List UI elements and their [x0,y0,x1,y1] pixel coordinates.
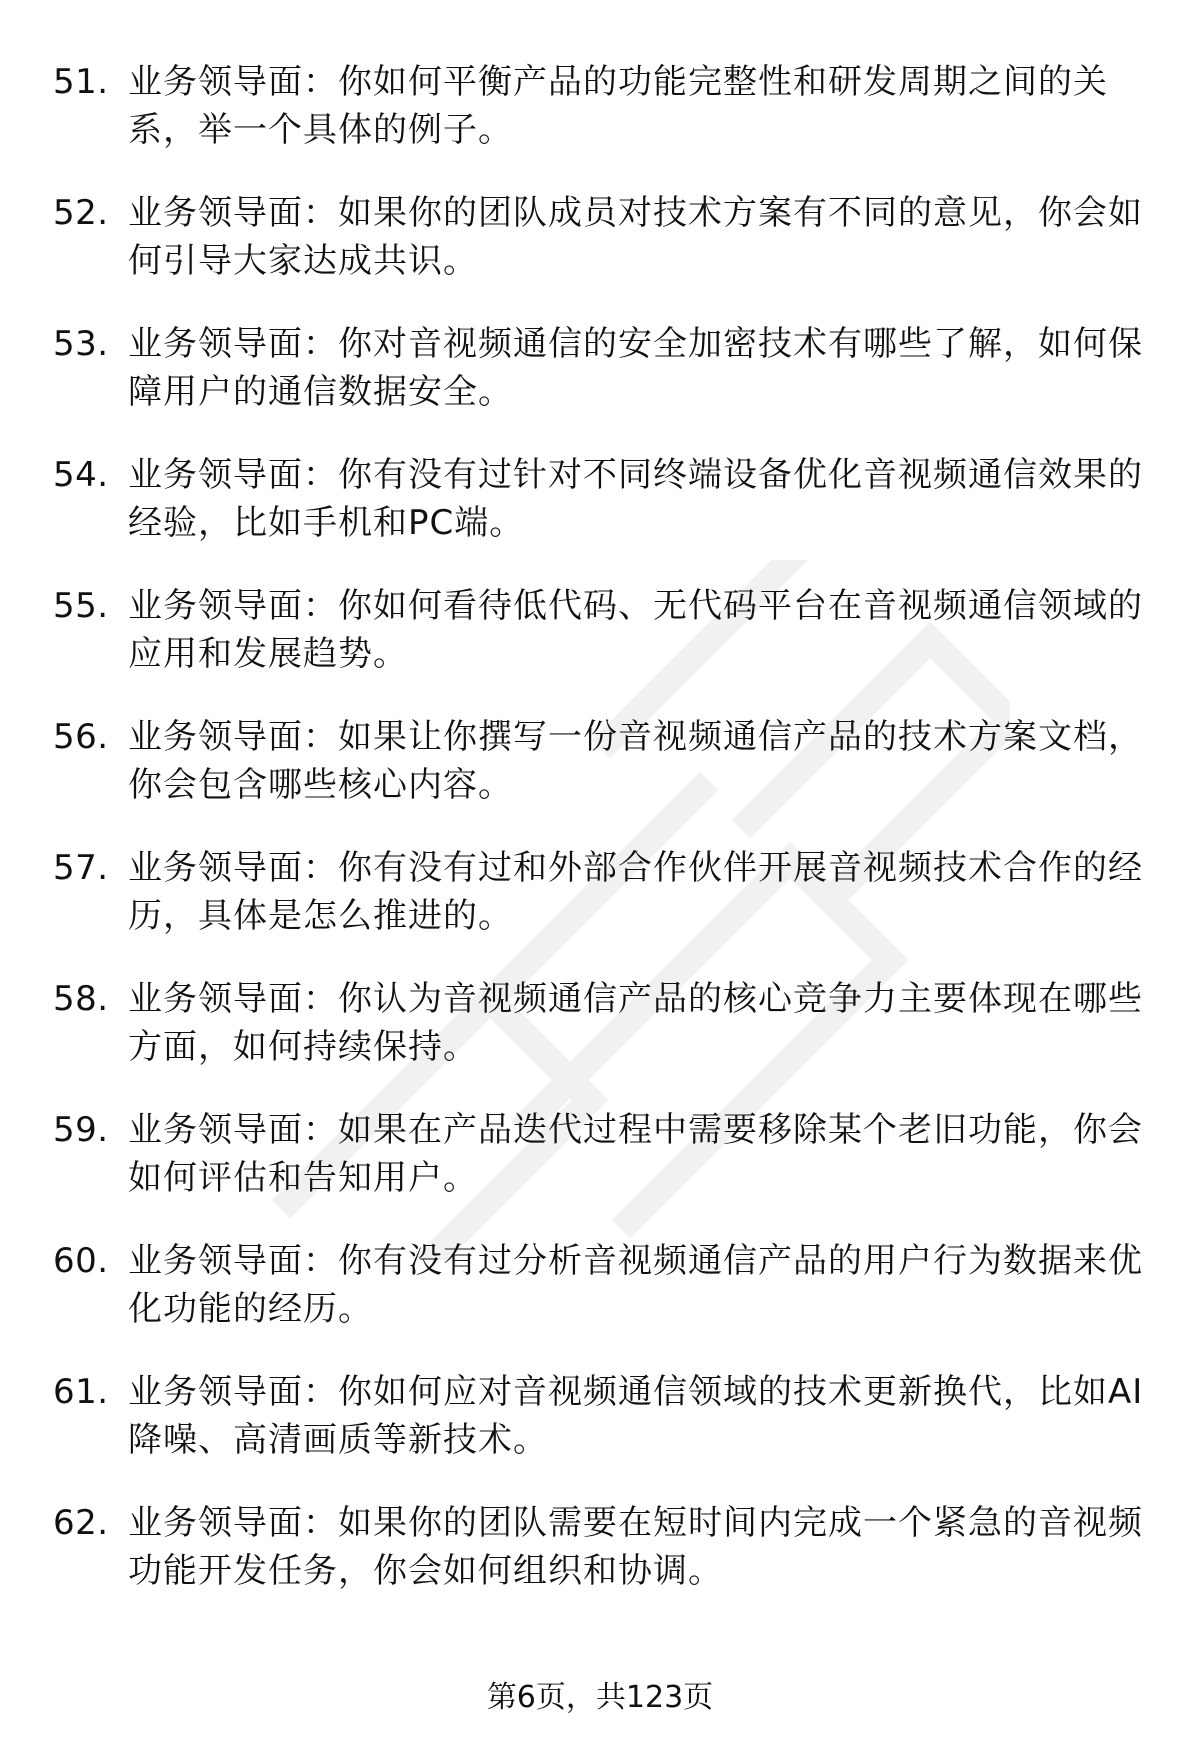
question-text: 业务领导面：你有没有过分析音视频通信产品的用户行为数据来优化功能的经历。 [128,1241,1143,1329]
list-item [0,189,1200,320]
question-text: 业务领导面：如果在产品迭代过程中需要移除某个老旧功能，你会如何评估和告知用户。 [128,1110,1143,1198]
question-number: 56. [53,717,109,757]
question-number: 51. [53,62,109,102]
list-item [0,451,1200,582]
question-text: 业务领导面：你如何看待低代码、无代码平台在音视频通信领域的应用和发展趋势。 [128,586,1143,674]
question-number: 52. [53,193,109,233]
list-item [0,844,1200,975]
question-number: 58. [53,979,109,1019]
list-item [0,713,1200,844]
question-text: 业务领导面：你对音视频通信的安全加密技术有哪些了解，如何保障用户的通信数据安全。 [128,324,1143,412]
question-number: 57. [53,848,109,888]
list-item [0,975,1200,1106]
question-list [0,58,1200,1630]
question-text: 业务领导面：如果你的团队需要在短时间内完成一个紧急的音视频功能开发任务，你会如何组织和协调。 [128,1503,1143,1591]
list-item [0,58,1200,189]
question-number: 54. [53,455,109,495]
question-number: 62. [53,1503,109,1543]
list-item [0,1368,1200,1499]
list-item [0,582,1200,713]
question-text: 业务领导面：你有没有过和外部合作伙伴开展音视频技术合作的经历，具体是怎么推进的。 [128,848,1143,936]
question-number: 59. [53,1110,109,1150]
list-item [0,1106,1200,1237]
question-text: 业务领导面：你认为音视频通信产品的核心竞争力主要体现在哪些方面，如何持续保持。 [128,979,1143,1067]
question-number: 53. [53,324,109,364]
question-number: 60. [53,1241,109,1281]
question-text: 业务领导面：如果让你撰写一份音视频通信产品的技术方案文档，你会包含哪些核心内容。 [128,717,1143,805]
question-text: 业务领导面：你如何应对音视频通信领域的技术更新换代，比如AI降噪、高清画质等新技术。 [128,1372,1144,1460]
question-number: 61. [53,1372,109,1412]
question-text: 业务领导面：如果你的团队成员对技术方案有不同的意见，你会如何引导大家达成共识。 [128,193,1143,281]
question-text: 业务领导面：你如何平衡产品的功能完整性和研发周期之间的关系，举一个具体的例子。 [128,62,1108,150]
list-item [0,1499,1200,1630]
question-text: 业务领导面：你有没有过针对不同终端设备优化音视频通信效果的经验，比如手机和PC端。 [128,455,1143,543]
list-item [0,1237,1200,1368]
page-footer: 第6页，共123页 [486,1680,714,1715]
question-number: 55. [53,586,109,626]
list-item [0,320,1200,451]
